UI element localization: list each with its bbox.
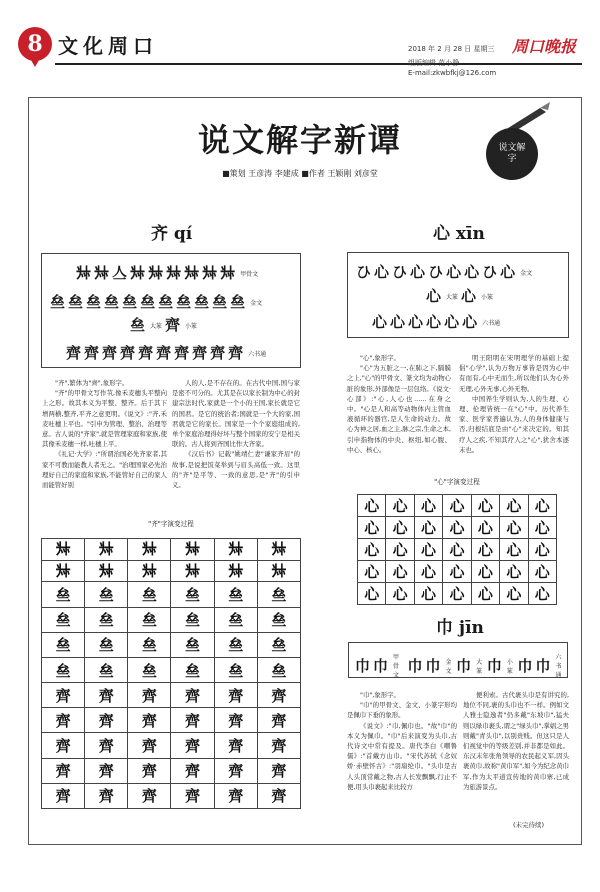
qi-glyph: 𠦑	[76, 264, 92, 282]
label-xiaozhuan: 小篆	[506, 658, 513, 675]
newspaper-logo: 周口晚报	[512, 37, 577, 56]
paragraph: "巾"的甲骨文、金文、小篆字形均是佩巾下垂的象形。	[347, 701, 457, 720]
jin-glyph: 巾	[517, 656, 533, 675]
table-cell: 亝	[214, 582, 257, 607]
table-cell: 齊	[214, 783, 257, 808]
table-cell: 齊	[128, 783, 171, 808]
table-cell: 𠦑	[171, 539, 214, 561]
jin-glyph: 巾	[456, 656, 472, 675]
table-row	[42, 632, 301, 657]
jin-glyph-row	[355, 652, 567, 679]
xin-glyph-box	[347, 252, 569, 338]
jin-text-col1	[347, 690, 457, 792]
table-cell: 亝	[85, 632, 128, 657]
qi-glyph: 𠦑	[166, 264, 182, 282]
table-cell: 心	[528, 495, 556, 517]
label-jiaguwen: 甲骨文	[393, 654, 400, 679]
table-cell: 心	[471, 561, 499, 583]
table-cell: 齊	[42, 783, 85, 808]
article-title: 说文解字新谭	[197, 121, 402, 159]
table-cell: 𠦑	[85, 560, 128, 582]
seal-stamp	[486, 128, 538, 180]
table-cell: 齊	[128, 708, 171, 733]
xin-glyph: 心	[426, 313, 442, 331]
label-dazhuan: 大篆	[150, 322, 163, 330]
table-cell: 𠦑	[128, 539, 171, 561]
seal-text: 说文解字	[498, 143, 526, 164]
qi-glyph: 齊	[156, 344, 172, 362]
label-jinwen: 金文	[250, 299, 263, 307]
page-number-badge: 8	[18, 27, 52, 61]
table-cell: 齊	[128, 683, 171, 708]
table-cell: 亝	[257, 582, 300, 607]
table-cell: 𠦑	[214, 539, 257, 561]
jin-glyph: 巾	[486, 656, 502, 675]
table-row	[358, 539, 557, 561]
qi-jiaguwen-row	[76, 264, 258, 282]
contact-email: E-mail:zkwbfkj@126.com	[408, 69, 497, 77]
qi-glyph: 亝	[176, 293, 192, 311]
table-cell: 齊	[257, 758, 300, 783]
qi-glyph: 齊	[120, 344, 136, 362]
xin-glyph: ひ	[392, 263, 408, 281]
xin-liushutong-row	[372, 313, 500, 331]
qi-glyph: 𠦑	[220, 264, 236, 282]
label-jiaguwen: 甲骨文	[240, 270, 259, 278]
table-row	[42, 657, 301, 682]
table-cell: 心	[386, 583, 414, 605]
table-cell: 齊	[42, 683, 85, 708]
table-cell: 亝	[214, 632, 257, 657]
qi-glyph: 𠦑	[202, 264, 218, 282]
table-cell: 心	[471, 495, 499, 517]
label-dazhuan: 大篆	[446, 293, 459, 301]
table-cell: 心	[500, 539, 528, 561]
table-cell: 亝	[171, 657, 214, 682]
table-row	[42, 758, 301, 783]
jin-glyph: 巾	[535, 656, 551, 675]
paragraph: "心",象形字。	[360, 354, 400, 362]
xin-glyph: 心	[500, 263, 516, 281]
paragraph: "巾",象形字。	[360, 691, 400, 699]
table-cell: 亝	[85, 607, 128, 632]
xin-glyph: 心	[461, 287, 477, 305]
table-cell: 齊	[42, 733, 85, 758]
paragraph: 便利索。古代裹头巾是有讲究的,地位不同,裹的头巾也不一样。例如文人雅士隐逸者"仍多戴"东坡巾",猛夫则以绿巾裹头,谓之"绿头巾",掌娼之男则戴"青头巾",以别贵贱。但这只是人们视觉中的等级差别,并非都是如此。东汉末年张角领导的农民起义军,因头裹黄巾,故称"黄巾军",如今为纪念黄巾军,作为太平道宣传地的黄巾寨,已成为旅游景点。	[463, 691, 569, 791]
xin-glyph: 心	[374, 263, 390, 281]
table-cell: 心	[358, 561, 386, 583]
table-row	[42, 783, 301, 808]
jin-glyph: 巾	[355, 656, 371, 675]
paragraph: 中国养生学则认为,人的生理、心理、伦理皆统一在"心"中。历代养生家、医学家普遍认为,人的身体健康与否,归根结底是由"心"来决定的。知其疗人之疾,不知其疗人之"心",犹舍本逐末也。	[459, 394, 569, 454]
table-row	[42, 708, 301, 733]
qi-glyph: 亼	[112, 264, 128, 282]
table-cell: 亝	[85, 582, 128, 607]
label-liushutong: 六书通	[482, 319, 501, 327]
label-xiaozhuan: 小篆	[185, 322, 198, 330]
xin-glyph: 心	[464, 263, 480, 281]
table-cell: 齊	[257, 708, 300, 733]
table-cell: 亝	[171, 607, 214, 632]
qi-text-col1	[42, 378, 167, 490]
table-cell: 心	[414, 583, 442, 605]
qi-glyph: 齊	[84, 344, 100, 362]
table-cell: 心	[528, 561, 556, 583]
xin-glyph: 心	[372, 313, 388, 331]
table-cell: 心	[358, 495, 386, 517]
table-cell: 亝	[171, 632, 214, 657]
table-cell: 心	[500, 495, 528, 517]
qi-glyph: 齊	[192, 344, 208, 362]
table-cell: 齊	[85, 708, 128, 733]
table-cell: 心	[358, 517, 386, 539]
qi-glyph: 𠦑	[148, 264, 164, 282]
xin-text-col1	[347, 353, 451, 455]
table-cell: 齊	[128, 733, 171, 758]
table-cell: 亝	[42, 632, 85, 657]
table-row	[358, 517, 557, 539]
qi-jinwen-row	[50, 293, 262, 311]
table-cell: 齊	[171, 708, 214, 733]
table-cell: 齊	[171, 783, 214, 808]
table-cell: 心	[414, 517, 442, 539]
table-cell: 𠦑	[214, 560, 257, 582]
table-cell: 𠦑	[42, 560, 85, 582]
table-cell: 齊	[214, 733, 257, 758]
table-cell: 亝	[171, 582, 214, 607]
table-row	[42, 582, 301, 607]
table-cell: 亝	[128, 582, 171, 607]
table-cell: 𠦑	[42, 539, 85, 561]
jin-heading: 巾 jīn	[436, 618, 484, 638]
jin-text-col2	[463, 690, 569, 792]
paragraph: "心"为五脏之一,在肺之下,膈膜之上,"心"的甲骨文、篆文均为动物心脏的象形,外部像是一层包络。《说文·心部》:"心,人心也……在身之中。"心是人和高等动物体内主管血液循环的器官,是人生命的动力。故心为神之居,血之主,脉之宗,生命之本,引申指物体的中央、枢纽,如心腹、中心、核心。	[347, 364, 451, 454]
table-cell: 亝	[214, 607, 257, 632]
xin-glyph: 心	[410, 263, 426, 281]
qi-glyph: 齊	[66, 344, 82, 362]
xin-glyph: 心	[462, 313, 478, 331]
xin-glyph: ひ	[428, 263, 444, 281]
xin-zhuan-row	[426, 287, 493, 305]
qi-glyph: 亝	[130, 316, 146, 334]
qi-glyph: 亝	[212, 293, 228, 311]
label-liushutong: 六书通	[555, 654, 562, 679]
qi-glyph: 亝	[122, 293, 138, 311]
qi-glyph: 𠦑	[130, 264, 146, 282]
paragraph: 《说文》:"巾,佩巾也。"故"巾"的本义为佩巾。"巾"后来演变为头巾,古代诗文中常有提及。唐代李白《嘲鲁儒》:"首戴方山巾。"宋代苏轼《念奴娇·赤壁怀古》:"羽扇纶巾。"头巾是古人头顶常戴之物,古人长发飘飘,行止不便,用头巾裹起来比较方	[347, 721, 457, 791]
xin-glyph: 心	[444, 313, 460, 331]
table-row	[42, 683, 301, 708]
qi-glyph: 亝	[50, 293, 66, 311]
qi-glyph: 亝	[158, 293, 174, 311]
xin-evolution-table	[357, 494, 557, 605]
qi-evolution-table	[41, 538, 301, 809]
table-row	[358, 583, 557, 605]
table-cell: 心	[414, 495, 442, 517]
table-cell: 齊	[214, 758, 257, 783]
table-cell: 𠦑	[128, 560, 171, 582]
table-cell: 心	[500, 517, 528, 539]
table-cell: 齊	[171, 683, 214, 708]
table-cell: 心	[358, 583, 386, 605]
table-cell: 齊	[42, 758, 85, 783]
table-cell: 心	[414, 539, 442, 561]
xin-glyph: 心	[446, 263, 462, 281]
qi-glyph: 亝	[86, 293, 102, 311]
table-cell: 心	[443, 495, 471, 517]
header-rule	[55, 63, 582, 65]
qi-heading: 齐 qí	[151, 224, 193, 244]
xin-glyph: 心	[390, 313, 406, 331]
paragraph: "齐",繁体为"齊",象形字。	[55, 379, 129, 387]
table-row	[42, 607, 301, 632]
table-cell: 亝	[128, 657, 171, 682]
qi-glyph: 𠦑	[94, 264, 110, 282]
section-name: 文化周口	[58, 34, 158, 58]
qi-glyph-box	[41, 253, 301, 368]
qi-glyph: 亝	[194, 293, 210, 311]
xin-glyph: ひ	[356, 263, 372, 281]
qi-glyph: 齊	[228, 344, 244, 362]
table-cell: 齊	[85, 783, 128, 808]
xin-table-caption: "心"字演变过程	[434, 478, 480, 486]
table-cell: 心	[414, 561, 442, 583]
label-liushutong: 六书通	[248, 350, 267, 358]
table-cell: 𠦑	[85, 539, 128, 561]
table-cell: 齊	[171, 733, 214, 758]
table-cell: 亝	[128, 632, 171, 657]
xin-heading: 心 xīn	[433, 224, 485, 244]
paragraph: 《汉后书》记载"姚靖仁妻"谦家齐眉"的故事,是说把饭菜举到与眉头高低一致。这里的"齐"是平等、一致的意思,是"齐"的引申义。	[172, 450, 300, 490]
jin-glyph: 巾	[373, 656, 389, 675]
xin-glyph: 心	[426, 287, 442, 305]
label-xiaozhuan: 小篆	[481, 293, 494, 301]
qi-glyph: 亝	[140, 293, 156, 311]
jin-glyph: 巾	[425, 656, 441, 675]
qi-table-caption: "齐"字演变过程	[148, 520, 194, 528]
table-row	[42, 733, 301, 758]
table-cell: 亝	[257, 607, 300, 632]
layout-editor: 组版编辑 范小静	[408, 59, 460, 67]
table-cell: 亝	[42, 607, 85, 632]
table-cell: 齊	[85, 683, 128, 708]
table-cell: 亝	[128, 607, 171, 632]
table-cell: 齊	[257, 783, 300, 808]
paragraph: 人的人,是不存在的。在古代中国,国与家是密不可分的。尤其是在以家长制为中心的封建宗法时代,家就是一个小的王国,家长就是它的国君。是它的统治者;国就是一个大的家,国君就是它的家长。国家是一个个家庭组成的,单个家庭治理得好坏与整个国家的安宁是相关联的。古人将到齐国比作大齐家。	[172, 379, 300, 449]
table-cell: 𠦑	[257, 539, 300, 561]
qi-glyph: 齊	[138, 344, 154, 362]
qi-glyph: 齊	[102, 344, 118, 362]
table-cell: 亝	[42, 582, 85, 607]
table-cell: 心	[528, 539, 556, 561]
table-cell: 心	[528, 517, 556, 539]
paragraph: "齐"的甲骨文写作䒖,像禾麦穗头平整向上之形。故其本义为平整、整齐。后于其下增两横,整齐,平齐之意更明。《说文》:"齐,禾麦吐穗上平也。"引申为管理、整治、治理等意。古人说的"齐家",就是管理家庭和家族,使其像禾麦穗一样,吐穗上平。	[42, 389, 167, 449]
label-jinwen: 金文	[445, 658, 452, 675]
label-dazhuan: 大篆	[476, 658, 483, 675]
qi-text-col2	[172, 378, 300, 490]
table-row	[358, 495, 557, 517]
table-cell: 心	[358, 539, 386, 561]
table-cell: 心	[443, 561, 471, 583]
table-cell: 齊	[257, 683, 300, 708]
label-jinwen: 金文	[520, 269, 533, 277]
table-cell: 心	[443, 517, 471, 539]
qi-glyph: 𠦑	[184, 264, 200, 282]
table-cell: 齊	[171, 758, 214, 783]
table-row	[42, 560, 301, 582]
xin-glyph: 心	[408, 313, 424, 331]
table-cell: 心	[500, 583, 528, 605]
table-cell: 亝	[85, 657, 128, 682]
jin-glyph: 巾	[407, 656, 423, 675]
table-row	[358, 561, 557, 583]
table-cell: 齊	[42, 708, 85, 733]
paragraph: 明王阳明在宋明理学的基础上提倡"心学",认为万物万事皆是因为心中有而有,心中无而生,所以他们认为心外无理,心外无事,心外无物。	[459, 354, 569, 393]
table-cell: 齊	[257, 733, 300, 758]
xin-text-col2	[459, 353, 569, 455]
xin-glyph: ひ	[482, 263, 498, 281]
qi-glyph: 齊	[210, 344, 226, 362]
qi-glyph: 亝	[104, 293, 120, 311]
table-cell: 心	[443, 539, 471, 561]
table-cell: 亝	[214, 657, 257, 682]
table-cell: 齊	[214, 708, 257, 733]
to-be-continued-note: (未完待续)	[513, 821, 545, 829]
qi-glyph: 齊	[174, 344, 190, 362]
table-row	[42, 539, 301, 561]
table-cell: 心	[386, 495, 414, 517]
qi-glyph: 亝	[230, 293, 246, 311]
qi-glyph: 齊	[165, 316, 181, 334]
qi-zhuan-row	[130, 316, 197, 334]
table-cell: 心	[471, 517, 499, 539]
table-cell: 心	[386, 561, 414, 583]
table-cell: 齊	[85, 758, 128, 783]
table-cell: 心	[386, 517, 414, 539]
table-cell: 亝	[257, 632, 300, 657]
xin-jinwen-row	[356, 263, 532, 281]
issue-date: 2018 年 2 月 28 日 星期三	[408, 45, 495, 53]
table-cell: 齊	[85, 733, 128, 758]
paragraph: 《礼记·大学》:"所谓治国必先齐家者,其家不可教而能教人者无之。"治理国家必先治理好自己的家庭和家族,不能管好自己的家人而能管好别	[42, 450, 167, 490]
table-cell: 齊	[128, 758, 171, 783]
table-cell: 心	[528, 583, 556, 605]
table-cell: 心	[471, 539, 499, 561]
table-cell: 心	[386, 539, 414, 561]
article-credits: ■策划 王彦涛 李建成 ■作者 王颖刚 刘彦堂	[222, 169, 378, 178]
table-cell: 心	[443, 583, 471, 605]
qi-liushutong-row	[66, 344, 266, 362]
table-cell: 亝	[42, 657, 85, 682]
table-cell: 齊	[214, 683, 257, 708]
table-cell: 心	[471, 583, 499, 605]
table-cell: 心	[500, 561, 528, 583]
table-cell: 𠦑	[257, 560, 300, 582]
qi-glyph: 亝	[68, 293, 84, 311]
table-cell: 𠦑	[171, 560, 214, 582]
table-cell: 亝	[257, 657, 300, 682]
jin-glyph-box	[348, 642, 568, 678]
